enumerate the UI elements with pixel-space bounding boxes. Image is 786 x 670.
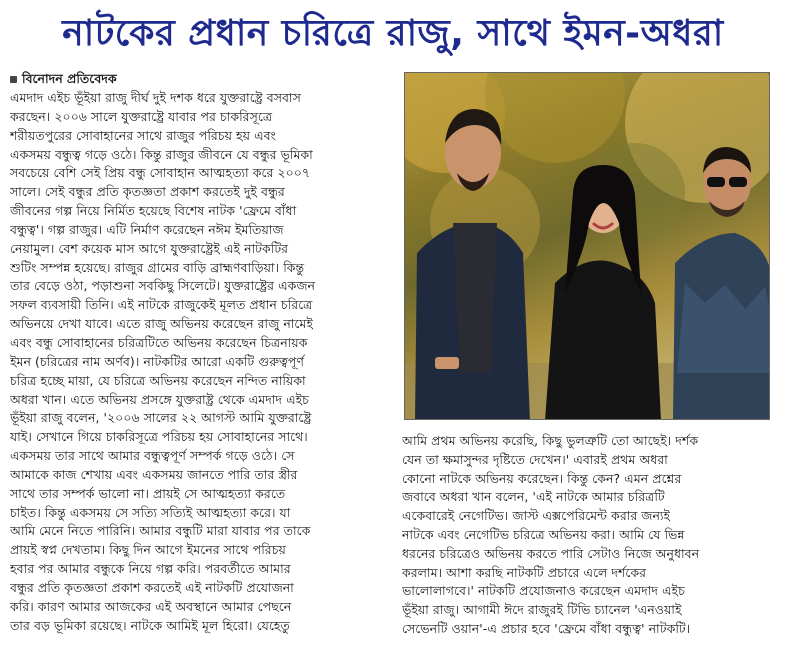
body-text-line: চাইত। কিন্তু একসময় সে সত্যি সত্যিই আত্মহত্যা করে। যা bbox=[10, 504, 291, 520]
body-text-line: ভালোলাগবে।' নাটকটি প্রযোজনাও করেছেন এমদাদ এইচ bbox=[402, 583, 685, 599]
body-text-line: আমি প্রথম অভিনয় করেছি, কিছু ভুলত্রুটি তো আছেই। দর্শক bbox=[402, 433, 699, 448]
body-text-line: করি। কারণ আমার আজকের এই অবস্থানে আমার পেছনে bbox=[10, 598, 292, 614]
body-text-line: চরিত্র হচ্ছে মায়া, যে চরিত্রে অভিনয় করেছেন নন্দিত নায়িকা bbox=[10, 372, 306, 388]
bullet-icon bbox=[10, 76, 17, 83]
body-text-line: একসময় বন্ধুত্ব গড়ে ওঠে। কিন্তু রাজুর জীবনে যে বন্ধুর ভূমিকা bbox=[10, 146, 313, 162]
body-text-line: নেয়ামুল। বেশ কয়েক মাস আগে যুক্তরাষ্ট্রেই এই নাটকটির bbox=[10, 240, 289, 256]
photo-illustration bbox=[405, 73, 770, 420]
body-text-line: যেন তা ক্ষমাসুন্দর দৃষ্টিতে দেখেন।' এবারই প্রথম অধরা bbox=[402, 451, 668, 467]
body-text-line: আমি মেনে নিতে পারিনি। আমার বন্ধুটি মারা যাবার পর তাকে bbox=[10, 523, 311, 539]
body-text-line: করছেন। ২০০৬ সালে যুক্তরাষ্ট্রে যাবার পর চাকরিসূত্রে bbox=[10, 108, 273, 124]
body-text-line: অভিনয়ে দেখা যাবে। এতে রাজু অভিনয় করেছেন রাজু নামেই bbox=[10, 316, 313, 332]
body-text-line: যাই। সেখানে গিয়ে চাকরিসূত্রে পরিচয় হয় সোবাহানের সাথে। bbox=[10, 429, 308, 445]
body-text-line: করলাম। আশা করছি নাটকটি প্রচারে এলে দর্শকের bbox=[402, 564, 647, 580]
body-text-line: সাথে তার সম্পর্ক ভালো না। প্রায়ই সে আত্মহত্যা করতে bbox=[10, 485, 286, 501]
body-text-line: এমদাদ এইচ ভূঁইয়া রাজু দীর্ঘ দুই দশক ধরে যুক্তরাষ্ট্রে বসবাস bbox=[10, 90, 301, 105]
byline bbox=[10, 70, 117, 88]
body-text-line: হবার পর আমার বন্ধুকে নিয়ে গল্প করি। পরবর্তীতে আমার bbox=[10, 561, 291, 577]
body-text-line: জবাবে অধরা খান বলেন, 'এই নাটকে আমার চরিত্রটি bbox=[402, 489, 665, 505]
body-text-line: আমাকে কাজ শেখায় এবং একসময় জানতে পারি তার স্ত্রীর bbox=[10, 466, 298, 482]
body-text-line: সালে। সেই বন্ধুর প্রতি কৃতজ্ঞতা প্রকাশ করতেই দুই বন্ধুর bbox=[10, 184, 285, 200]
body-text-line: তার বড় ভূমিকা রয়েছে। নাটকে আমিই মূল হিরো। যেহেতু bbox=[10, 617, 290, 633]
body-text-line: অধরা খান। এতে অভিনয় প্রসঙ্গে যুক্তরাষ্ট্র থেকে এমদাদ এইচ bbox=[10, 391, 309, 407]
body-text-line: বন্ধুত্ব'। গল্প রাজুর। এটি নির্মাণ করেছেন নঈম ইমতিয়াজ bbox=[10, 221, 284, 237]
body-text-line: শুটিং সম্পন্ন হয়েছে। রাজুর গ্রামের বাড়ি ব্রাহ্মণবাড়িয়া। কিন্তু bbox=[10, 259, 305, 275]
body-text-line: সফল ব্যবসায়ী তিনি। এই নাটকে রাজুকেই মূলত প্রধান চরিত্রে bbox=[10, 297, 313, 313]
article-body-right-column bbox=[402, 432, 778, 652]
body-text-line: এবং বন্ধু সোবাহানের চরিত্রটিতে অভিনয় করেছেন চিত্রনায়ক bbox=[10, 334, 308, 350]
body-text-line: তার বেড়ে ওঠা, পড়াশুনা সবকিছু সিলেটে। যুক্তরাষ্ট্রের একজন bbox=[10, 278, 316, 294]
body-text-line: সেভেনটি ওয়ান'-এ প্রচার হবে 'ফ্রেমে বাঁধা বন্ধুত্ব' নাটকটি। bbox=[402, 620, 691, 636]
body-text-line: ভূঁইয়া রাজু। আগামী ঈদে রাজুরই টিভি চ্যানেল 'এনওয়াই bbox=[402, 602, 682, 618]
group-portrait-photo bbox=[404, 72, 770, 420]
body-text-line: কোনো নাটকে অভিনয় করেছেন। কিন্তু কেন? এমন প্রশ্নের bbox=[402, 470, 682, 486]
article-body-left-column bbox=[10, 89, 394, 661]
body-text-line: শরীয়তপুরের সোবাহানের সাথে রাজুর পরিচয় হয় এবং bbox=[10, 127, 276, 143]
body-text-line: ভূঁইয়া রাজু বলেন, '২০০৬ সালের ২২ আগস্ট আমি যুক্তরাষ্ট্রে bbox=[10, 410, 312, 426]
body-text-line: একসময় তার সাথে আমার বন্ধুত্বপূর্ণ সম্পর্ক গড়ে ওঠে। সে bbox=[10, 448, 295, 464]
body-text-line: ইমন (চরিত্রের নাম অর্ণব)। নাটকটির আরো একটি গুরুত্বপূর্ণ bbox=[10, 353, 304, 369]
body-text-line: নাটকে এবং নেগেটিভ চরিত্রে অভিনয় করা। আমি যে ভিন্ন bbox=[402, 526, 685, 542]
body-text-line: জীবনের গল্প নিয়ে নির্মিত হয়েছে বিশেষ নাটক 'ফ্রেমে বাঁধা bbox=[10, 203, 297, 219]
byline-text: বিনোদন প্রতিবেদক bbox=[22, 71, 117, 86]
article-headline: নাটকের প্রধান চরিত্রে রাজু, সাথে ইমন-অধরা bbox=[62, 13, 724, 54]
body-text-line: বন্ধুর প্রতি কৃতজ্ঞতা প্রকাশ করতেই এই নাটকটি প্রযোজনা bbox=[10, 579, 294, 595]
body-text-line: সবচেয়ে বেশি সেই প্রিয় বন্ধু সোবাহান আত্মহত্যা করে ২০০৭ bbox=[10, 165, 311, 181]
body-text-line: একেবারেই নেগেটিভ। জাস্ট এক্সপেরিমেন্ট করার জন্যই bbox=[402, 508, 671, 524]
body-text-line: ধরনের চরিত্রেও অভিনয় করতে পারি সেটাও নিজে অনুধাবন bbox=[402, 545, 700, 561]
body-text-line: প্রায়ই স্বপ্ন দেখতাম। কিছু দিন আগে ইমনের সাথে পরিচয় bbox=[10, 542, 286, 558]
